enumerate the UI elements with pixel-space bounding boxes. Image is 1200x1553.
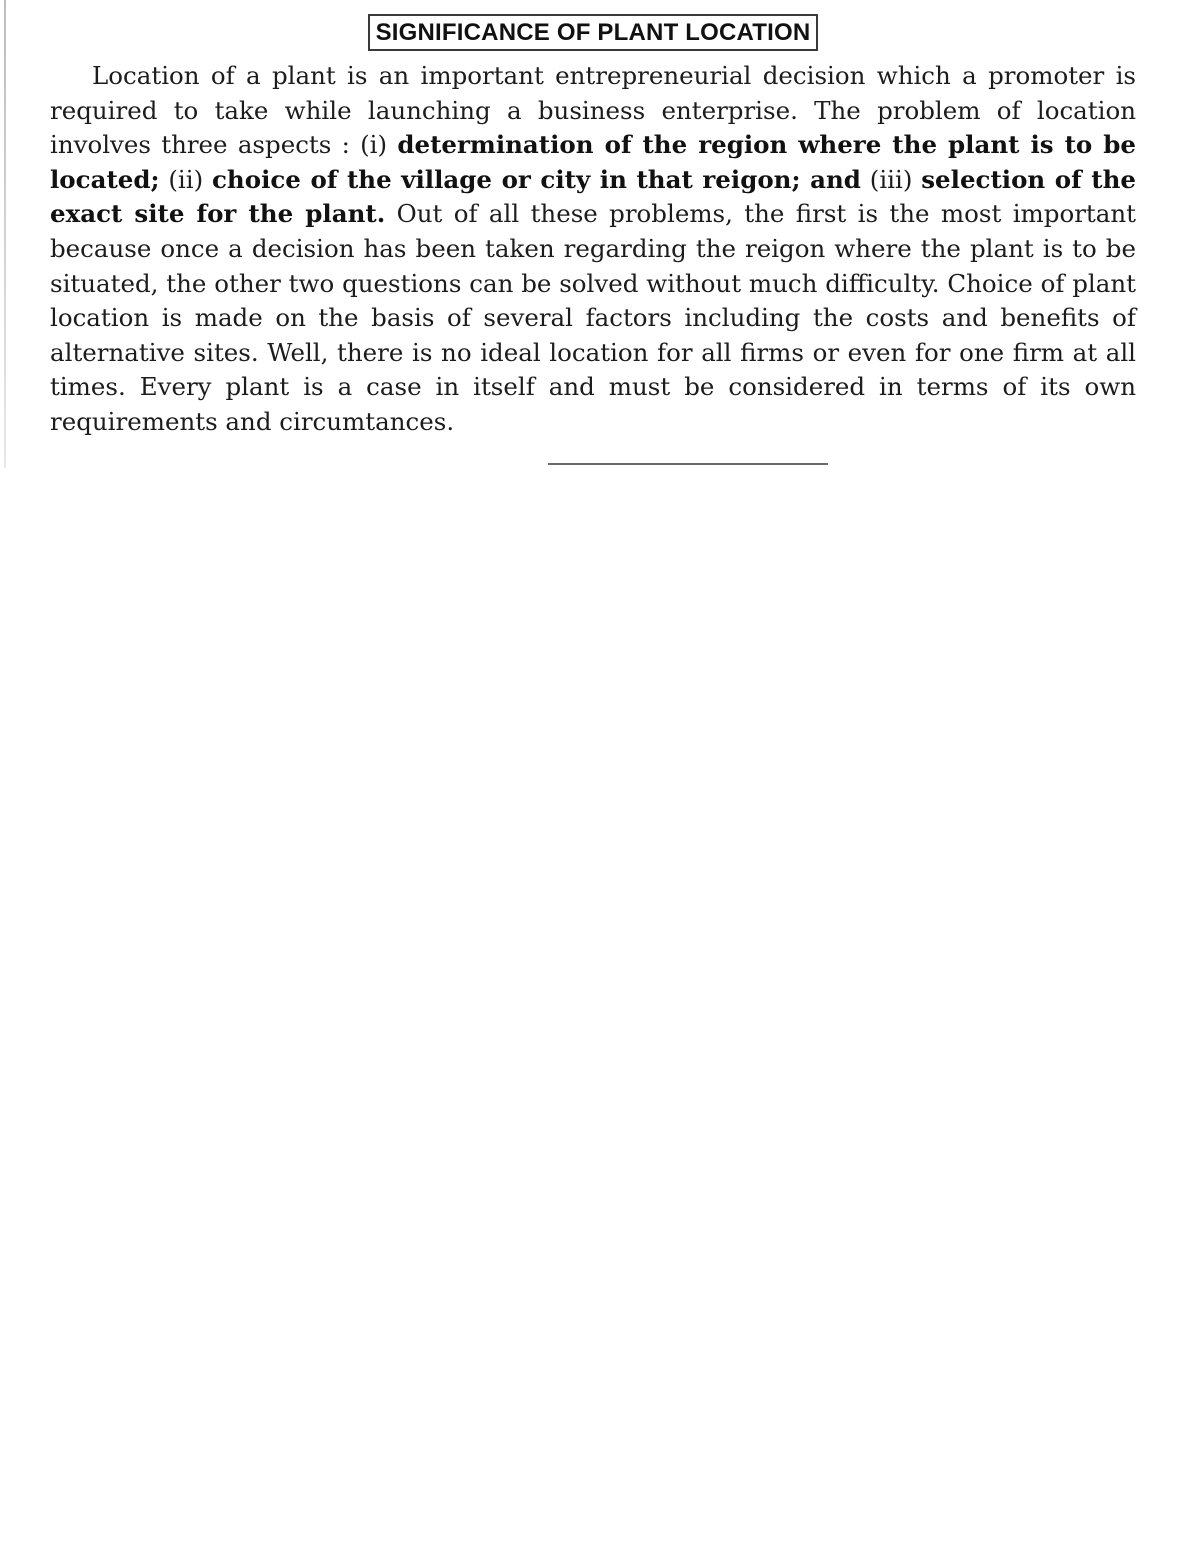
scan-edge-shadow <box>4 0 6 468</box>
section-heading: SIGNIFICANCE OF PLANT LOCATION <box>368 14 819 51</box>
aspect-1-marker: (i) <box>360 130 398 160</box>
aspect-2-text: choice of the village or city in that reigon; and <box>212 164 861 194</box>
paragraph-conclusion: Out of all these problems, the first is the most important because once a decision has been taken regarding the reigon where the plant is to be situated, the other two questions can be solved without much difficulty. Choice of plant location is made on the basis of several factors including the costs and benefits of alternative sites. Well, there is no ideal location for all firms or even for one firm at all times. Every plant is a case in itself and must be considered in terms of its own requirements and circumtances. <box>50 199 1136 436</box>
body-paragraph <box>50 59 1136 440</box>
section-end-rule <box>548 463 828 465</box>
aspect-1-text: determination of the region where the plant is to be located; <box>50 130 1136 194</box>
paragraph-intro: Location of a plant is an important entrepreneurial decision which a promoter is required to take while launching a business enterprise. The problem of location involves three aspects : <box>50 61 1136 160</box>
aspect-3-text: selection of the exact site for the plant. <box>50 164 1136 229</box>
heading-container <box>50 14 1136 51</box>
document-page <box>50 14 1136 440</box>
aspect-2-marker: (ii) <box>159 164 213 194</box>
aspect-3-marker: (iii) <box>860 164 922 194</box>
